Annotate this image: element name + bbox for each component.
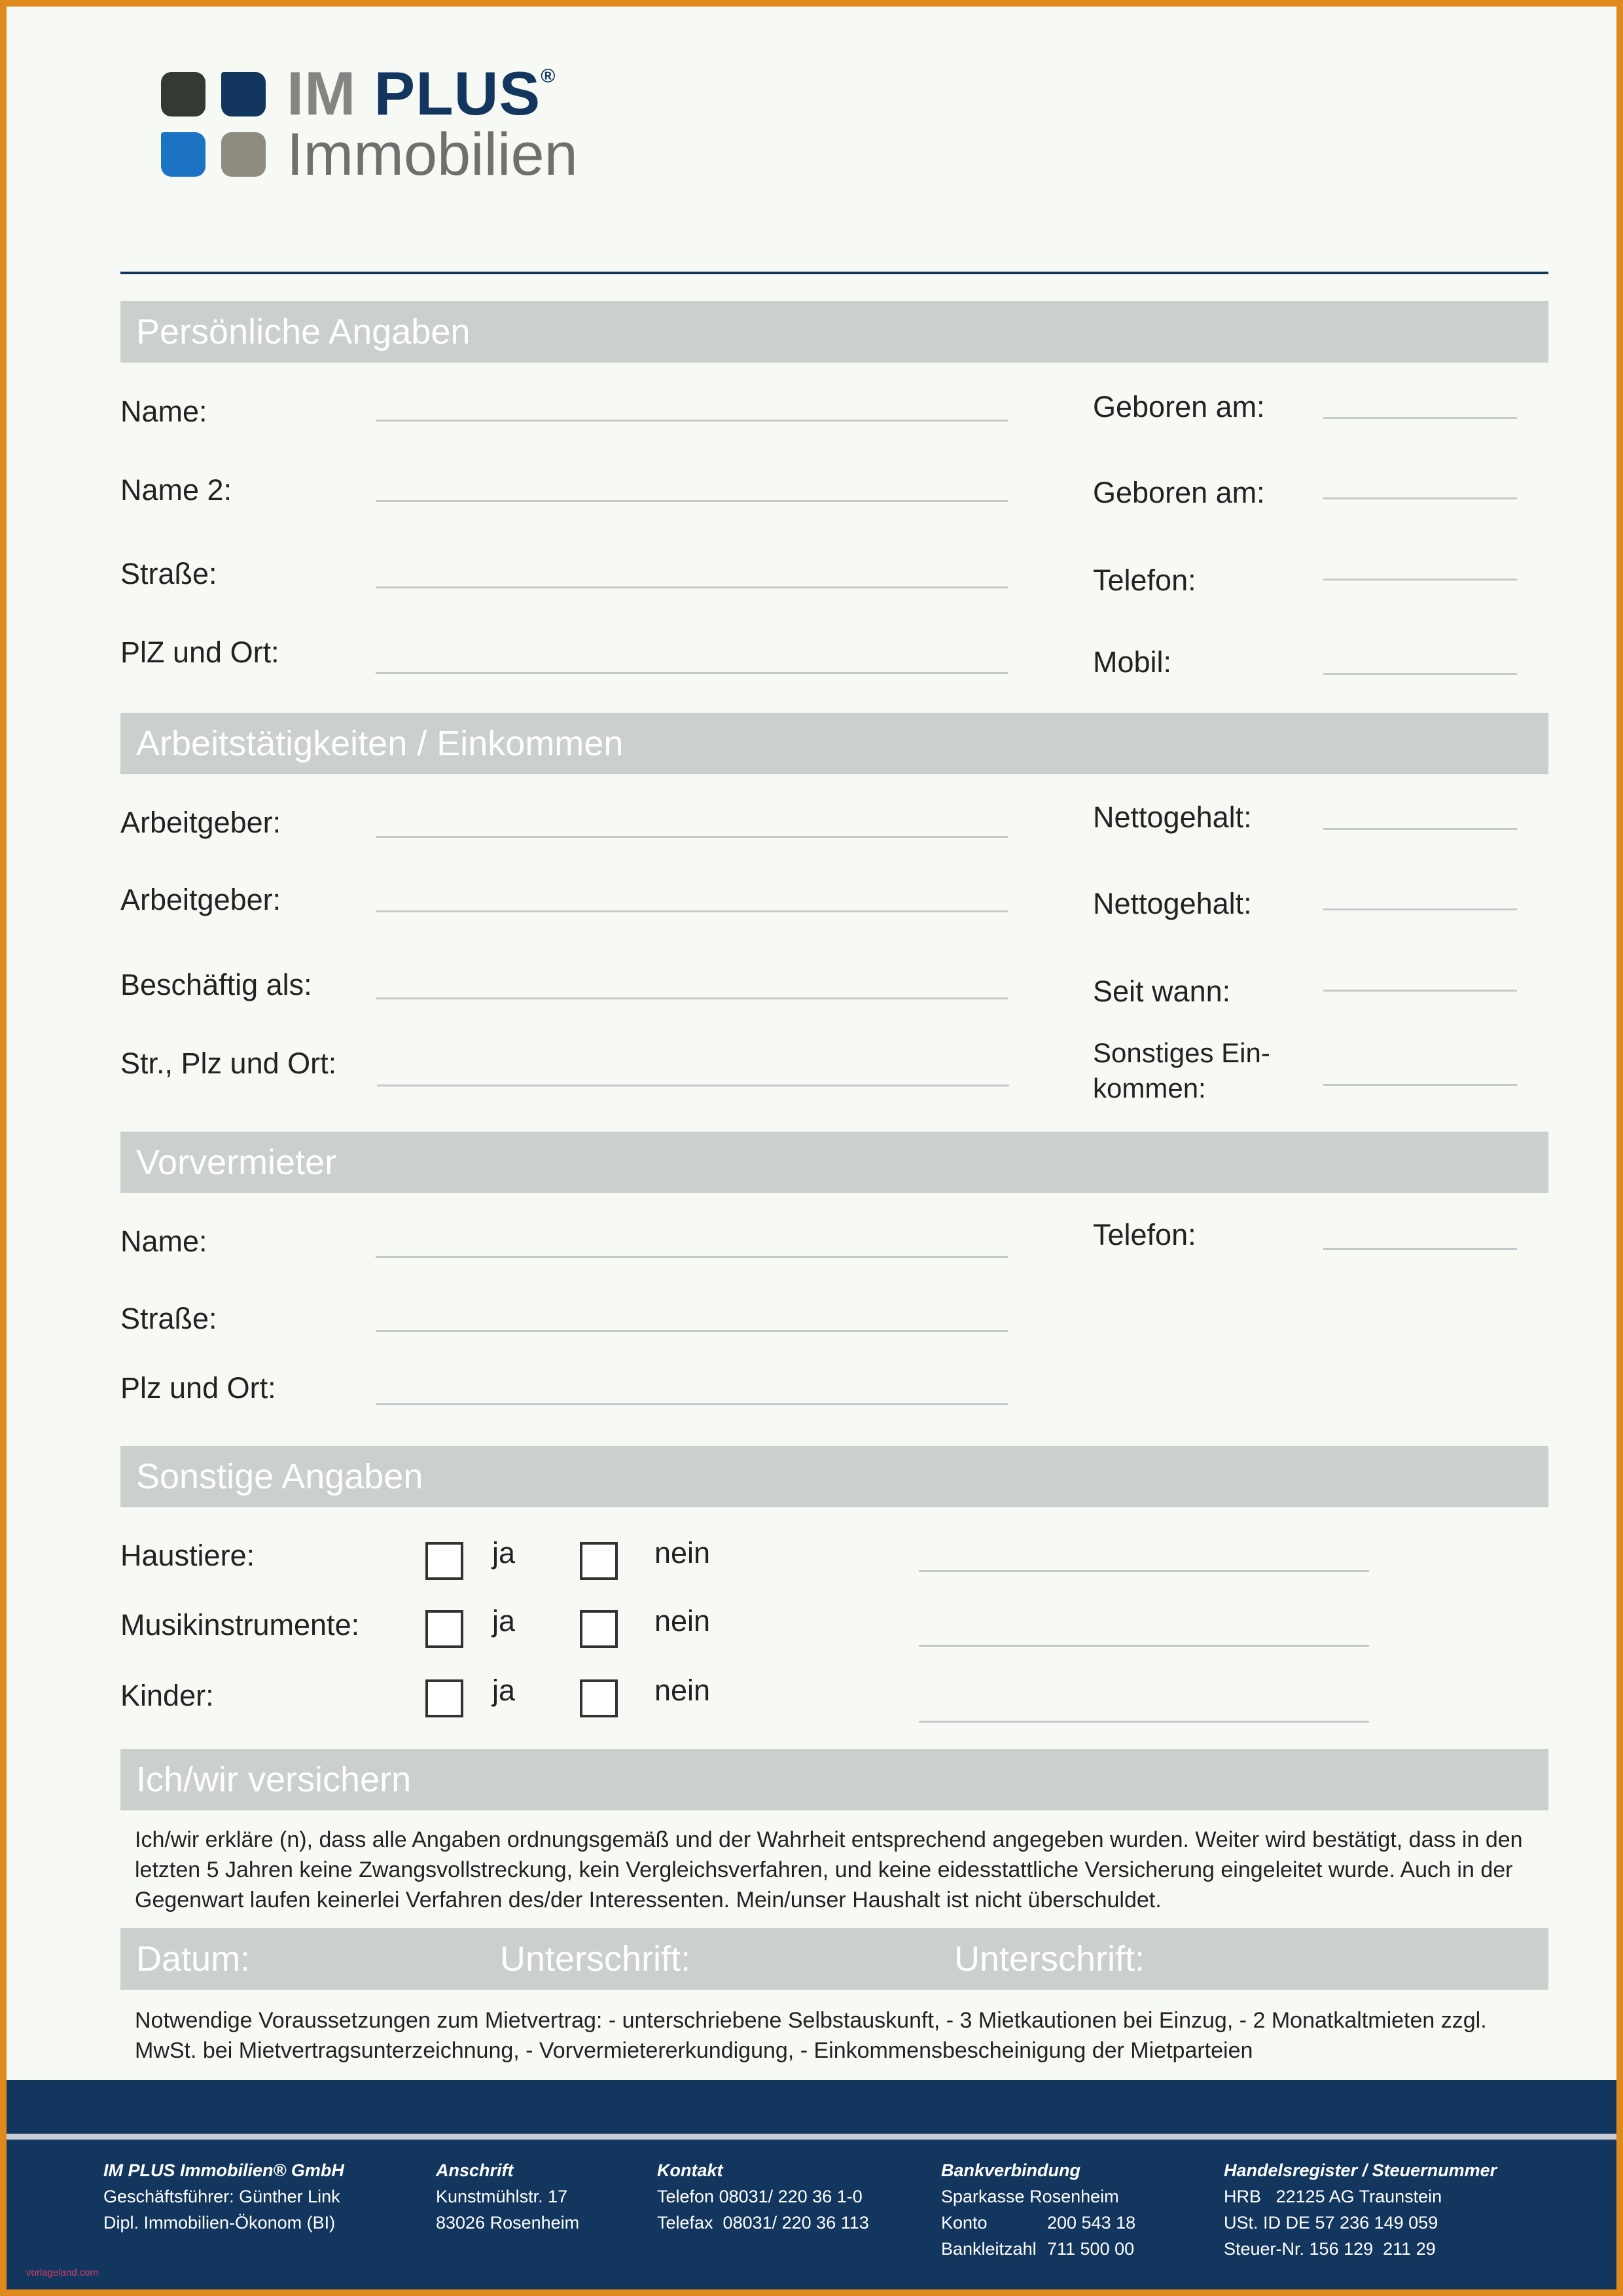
- footer-contact: Kontakt Telefon 08031/ 220 36 1-0 Telefax 08031/ 220 36 113: [657, 2161, 869, 2233]
- field-since[interactable]: [1323, 990, 1517, 992]
- label-phone: Telefon:: [1093, 564, 1196, 597]
- label-yes: ja: [492, 1604, 516, 1638]
- label-prev-street: Straße:: [120, 1302, 217, 1335]
- footer-register: Handelsregister / Steuernummer HRB 22125 AG Traunstein USt. ID DE 57 236 149 059 Steuer-Nr. 156 129 211 29: [1224, 2161, 1497, 2259]
- company-logo: [161, 59, 658, 188]
- label-signature1: Unterschrift:: [500, 1939, 691, 1979]
- field-prev-name[interactable]: [376, 1256, 1008, 1258]
- label-no: nein: [654, 1604, 711, 1638]
- label-other-income-2: kommen:: [1093, 1073, 1206, 1103]
- checkbox-children-yes[interactable]: [425, 1679, 463, 1717]
- label-job: Beschäftig als:: [120, 968, 312, 1001]
- header-divider: [120, 272, 1548, 274]
- label-street: Straße:: [120, 557, 217, 590]
- label-net2: Nettogehalt:: [1093, 887, 1252, 920]
- section-header-work: Arbeitstätigkeiten / Einkommen: [120, 713, 1548, 774]
- label-pets: Haustiere:: [120, 1539, 255, 1572]
- field-prev-phone[interactable]: [1323, 1248, 1517, 1250]
- field-name2[interactable]: [376, 500, 1008, 502]
- label-employer2: Arbeitgeber:: [120, 883, 281, 916]
- label-no: nein: [654, 1674, 711, 1707]
- logo-wordmark-line2: Immobilien: [287, 121, 578, 188]
- field-employer2[interactable]: [376, 910, 1008, 912]
- section-header-personal: Persönliche Angaben: [120, 301, 1548, 363]
- logo-wordmark-line1: IM PLUS®: [287, 59, 556, 128]
- field-prev-street[interactable]: [376, 1330, 1008, 1332]
- label-signature2: Unterschrift:: [954, 1939, 1145, 1979]
- checkbox-instruments-yes[interactable]: [425, 1610, 463, 1648]
- checkbox-pets-yes[interactable]: [425, 1542, 463, 1580]
- label-yes: ja: [492, 1536, 516, 1570]
- label-other-income-1: Sonstiges Ein-: [1093, 1037, 1270, 1068]
- label-date: Datum:: [136, 1939, 251, 1979]
- footer-address: Anschrift Kunstmühlstr. 17 83026 Rosenheim: [436, 2161, 580, 2233]
- section-header-assurance: Ich/wir versichern: [120, 1749, 1548, 1810]
- label-prev-phone: Telefon:: [1093, 1218, 1196, 1251]
- field-phone[interactable]: [1323, 579, 1517, 581]
- footer: [7, 2080, 1616, 2289]
- checkbox-children-no[interactable]: [580, 1679, 618, 1717]
- label-plz: PlZ und Ort:: [120, 636, 279, 669]
- label-name2: Name 2:: [120, 473, 232, 507]
- label-employer1: Arbeitgeber:: [120, 806, 281, 839]
- label-born1: Geboren am:: [1093, 390, 1265, 423]
- label-instruments: Musikinstrumente:: [120, 1608, 360, 1641]
- label-prev-plz: Plz und Ort:: [120, 1371, 276, 1405]
- requirements-text: Notwendige Voraussetzungen zum Mietvertrag: - unterschriebene Selbstauskunft, - 3 Mietkautionen bei Einzug, - 2 Monatkaltmieten zzgl. MwSt. bei Mietvertragsunterzeichnung, - Vorvermietererkundigung, - Einkommensbescheinigung der Mietparteien: [135, 2008, 1487, 2063]
- signature-bar: [120, 1928, 1548, 1990]
- label-name: Name:: [120, 395, 207, 428]
- label-children: Kinder:: [120, 1679, 214, 1712]
- label-work-address: Str., Plz und Ort:: [120, 1047, 337, 1080]
- field-employer1[interactable]: [376, 836, 1008, 838]
- footer-company: IM PLUS Immobilien® GmbH Geschäftsführer: Günther Link Dipl. Immobilien-Ökonom (BI): [103, 2161, 344, 2233]
- label-born2: Geboren am:: [1093, 476, 1265, 509]
- field-born1[interactable]: [1323, 417, 1517, 419]
- section-header-prev-landlord: Vorvermieter: [120, 1132, 1548, 1193]
- label-no: nein: [654, 1536, 711, 1570]
- field-mobile[interactable]: [1323, 673, 1517, 675]
- footer-bank: Bankverbindung Sparkasse Rosenheim Konto 200 543 18 Bankleitzahl 711 500 00: [941, 2161, 1136, 2259]
- label-prev-name: Name:: [120, 1225, 207, 1258]
- field-other-income[interactable]: [1323, 1084, 1517, 1086]
- logo-square-blue-icon: [161, 132, 205, 177]
- logo-square-dark-icon: [161, 72, 205, 117]
- field-pets-note[interactable]: [919, 1570, 1369, 1572]
- field-born2[interactable]: [1323, 497, 1517, 499]
- assurance-text: Ich/wir erkläre (n), dass alle Angaben ordnungsgemäß und der Wahrheit entsprechend angegeben wurden. Weiter wird bestätigt, dass in den letzten 5 Jahren keine Zwangsvollstreckung, kein Vergleichsverfahren, und keine eidesstattliche Versicherung eingeleitet wurde. Auch in der Gegenwart laufen keinerlei Verfahren des/der Interessenten. Mein/unser Haushalt ist nicht überschuldet.: [135, 1827, 1523, 1912]
- field-plz[interactable]: [376, 672, 1008, 674]
- label-yes: ja: [492, 1674, 516, 1707]
- field-net2[interactable]: [1323, 908, 1517, 910]
- checkbox-instruments-no[interactable]: [580, 1610, 618, 1648]
- section-header-other: Sonstige Angaben: [120, 1446, 1548, 1507]
- field-name[interactable]: [376, 420, 1008, 422]
- label-net1: Nettogehalt:: [1093, 800, 1252, 834]
- field-instruments-note[interactable]: [919, 1645, 1369, 1647]
- form-page: [7, 7, 1616, 2289]
- checkbox-pets-no[interactable]: [580, 1542, 618, 1580]
- label-since: Seit wann:: [1093, 975, 1231, 1008]
- logo-square-navy-icon: [221, 72, 266, 117]
- field-street[interactable]: [376, 586, 1008, 588]
- label-mobile: Mobil:: [1093, 645, 1172, 679]
- field-job[interactable]: [376, 997, 1008, 999]
- field-net1[interactable]: [1323, 828, 1517, 830]
- field-children-note[interactable]: [919, 1721, 1369, 1723]
- field-work-address[interactable]: [377, 1085, 1009, 1086]
- field-prev-plz[interactable]: [376, 1403, 1008, 1405]
- logo-square-gray-icon: [221, 132, 266, 177]
- footer-stripe: [7, 2134, 1616, 2140]
- watermark: vorlageland.com: [26, 2267, 99, 2278]
